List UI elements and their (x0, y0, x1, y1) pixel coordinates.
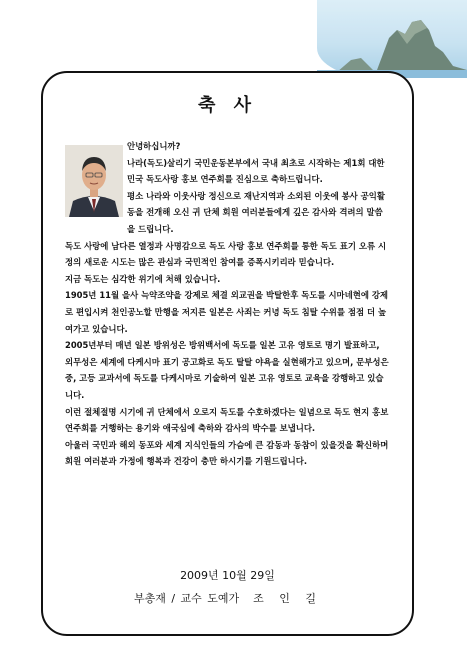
congratulatory-frame (41, 71, 414, 636)
paragraph: 독도 사랑에 남다른 열정과 사명감으로 독도 사랑 홍보 연주회를 통한 독도 표기 오류 시정의 새로운 시도는 많은 관심과 국민적인 참여를 증폭시키리라 믿습니다. (65, 240, 387, 268)
dokdo-island-scene (317, 0, 467, 78)
signer-title: 부총재 / 교수 도예가 (133, 592, 240, 605)
greeting: 안녕하십니까? (127, 141, 181, 151)
paragraph: 지금 독도는 심각한 위기에 처해 있습니다. (65, 273, 221, 284)
signer-name: 조 인 길 (253, 592, 322, 605)
page-title: 축 사 (197, 95, 258, 116)
paragraph: 이런 절체절명 시기에 귀 단체에서 오로지 독도를 수호하겠다는 일념으로 독도 현지 홍보 연주회를 거행하는 용기와 애국심에 축하와 감사의 박수를 보냅니다. (65, 406, 389, 434)
letter-body (65, 138, 390, 470)
paragraph: 평소 나라와 이웃사랑 정신으로 재난지역과 소외된 이웃에 봉사 공익활동을 전개해 오신 귀 단체 회원 여러분들에게 깊은 감사와 격려의 말씀을 드립니다. (127, 190, 385, 234)
paragraph: 1905년 11월 을사 늑약조약을 강제로 체결 외교권을 박탈한후 독도를 시마네현에 강제로 편입시켜 천인공노할 만행을 저지른 일본은 사죄는 커녕 독도 침탈 수위를 점점 더 높여가고 있습니다. (65, 290, 389, 334)
signature-line (43, 590, 412, 606)
letter-date: 2009년 10월 29일 (180, 569, 275, 582)
paragraph: 2005년부터 매년 일본 방위성은 방위백서에 독도를 일본 고유 영토로 명기 발표하고, 외무성은 세계에 다케시마 표기 공고화로 독도 탈탈 야욕을 실현해가고 있으며, 문부성은 중, 고등 교과서에 독도를 다케시마로 기술하여 일본 고유 영토로 교육을 강행하고 있습니다. (65, 340, 389, 400)
paragraph: 아울러 국민과 해외 동포와 세계 지식인들의 가슴에 큰 감동과 동참이 있을것을 확신하며 회원 여러분과 가정에 행복과 건강이 충만 하시기를 기원드립니다. (65, 439, 389, 467)
paragraph: 나라(독도)살리기 국민운동본부에서 국내 최초로 시작하는 제1회 대한민국 독도사랑 홍보 연주회를 진심으로 축하드립니다. (127, 157, 385, 185)
